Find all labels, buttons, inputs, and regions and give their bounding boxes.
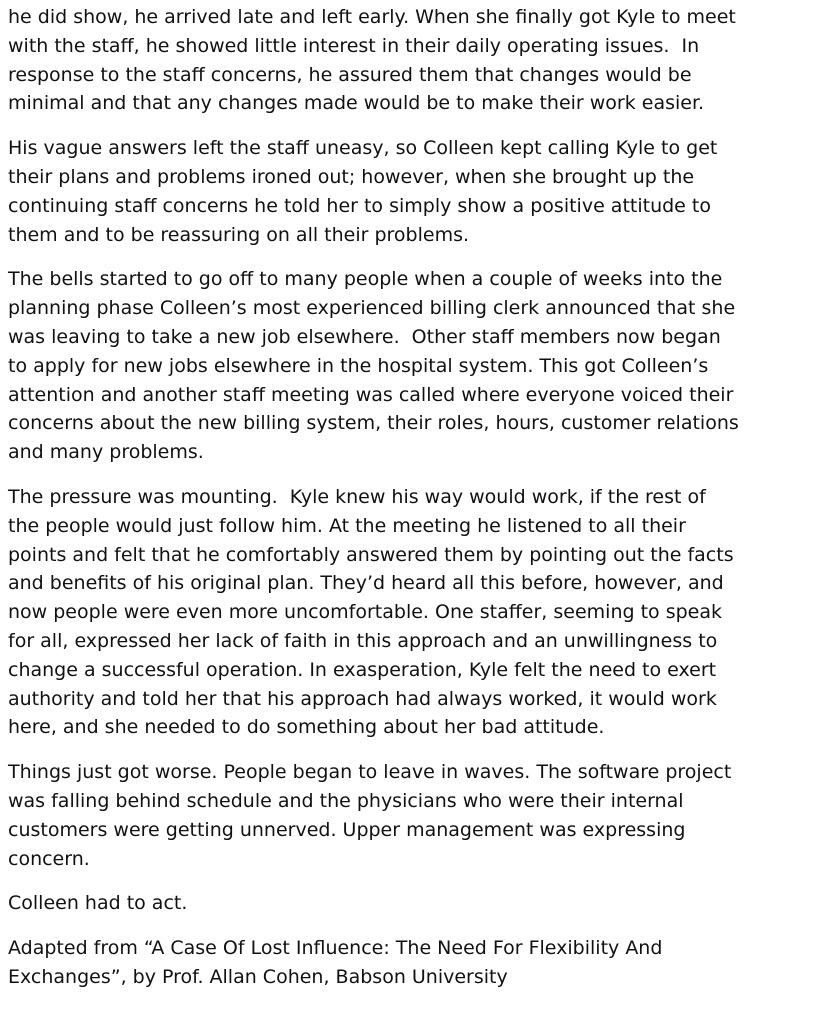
text-line: authority and told her that his approach had always worked, it would work (8, 687, 717, 710)
text-line: attention and another staff meeting was called where everyone voiced their (8, 383, 734, 406)
text-line: response to the staff concerns, he assured them that changes would be (8, 63, 692, 86)
text-line: and many problems. (8, 441, 204, 464)
text-line: Things just got worse. People began to leave in waves. The software project (8, 761, 732, 784)
text-line: for all, expressed her lack of faith in this approach and an unwillingness to (8, 629, 718, 652)
text-line: continuing staff concerns he told her to simply show a positive attitude to (8, 194, 711, 217)
text-line: Adapted from “A Case Of Lost Influence: The Need For Flexibility And (8, 937, 663, 960)
paragraph-4 (8, 483, 815, 742)
text-line: The pressure was mounting. Kyle knew his way would work, if the rest of (8, 485, 706, 508)
text-line: them and to be reassuring on all their problems. (8, 223, 470, 246)
text-line: was leaving to take a new job elsewhere. Other staff members now began (8, 325, 721, 348)
text-line: planning phase Colleen’s most experienced billing clerk announced that she (8, 297, 736, 320)
text-line: he did show, he arrived late and left early. When she finally got Kyle to meet (8, 6, 736, 28)
text-line: their plans and problems ironed out; however, when she brought up the (8, 165, 695, 188)
text-line: here, and she needed to do something about her bad attitude. (8, 716, 605, 739)
text-line: The bells started to go off to many people when a couple of weeks into the (8, 268, 723, 291)
paragraph-1 (8, 3, 815, 118)
source-attribution (8, 934, 815, 992)
paragraph-5 (8, 758, 815, 873)
text-line: change a successful operation. In exasperation, Kyle felt the need to exert (8, 658, 717, 681)
text-line: concerns about the new billing system, their roles, hours, customer relations (8, 412, 739, 435)
text-line: Exchanges”, by Prof. Allan Cohen, Babson University (8, 965, 508, 988)
text-line: now people were even more uncomfortable. One staffer, seeming to speak (8, 601, 722, 624)
text-line: with the staff, he showed little interest in their daily operating issues. In (8, 34, 700, 57)
paragraph-3 (8, 265, 815, 467)
paragraph-6 (8, 889, 815, 918)
text-line: to apply for new jobs elsewhere in the hospital system. This got Colleen’s (8, 354, 709, 377)
text-line: His vague answers left the staff uneasy, so Colleen kept calling Kyle to get (8, 137, 718, 160)
text-line: points and felt that he comfortably answered them by pointing out the facts (8, 543, 734, 566)
text-line: and benefits of his original plan. They’d heard all this before, however, and (8, 572, 724, 595)
text-line: concern. (8, 847, 90, 870)
text-line: was falling behind schedule and the physicians who were their internal (8, 789, 684, 812)
text-line: Colleen had to act. (8, 892, 188, 915)
paragraph-2 (8, 134, 815, 249)
text-line: minimal and that any changes made would be to make their work easier. (8, 92, 705, 115)
text-line: the people would just follow him. At the meeting he listened to all their (8, 514, 686, 537)
text-line: customers were getting unnerved. Upper management was expressing (8, 818, 686, 841)
